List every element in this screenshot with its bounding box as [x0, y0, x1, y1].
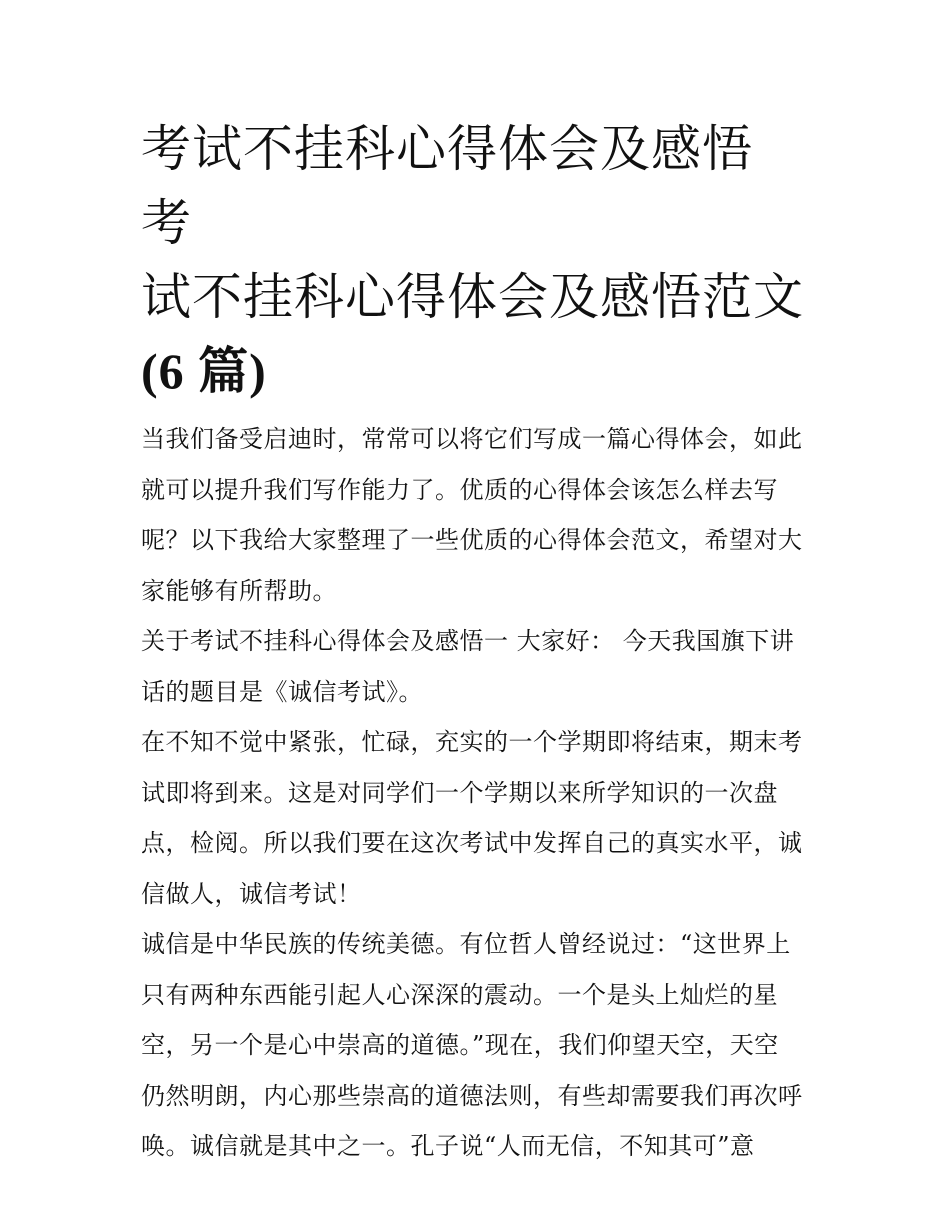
intro-paragraph: 当我们备受启迪时，常常可以将它们写成一篇心得体会，如此 就可以提升我们写作能力了。优质的心得体会该怎么样去写 呢？以下我给大家整理了一些优质的心得体会范文，希望对大 家能够有所帮助。 [141, 425, 803, 605]
body-paragraph-2: 诚信是中华民族的传统美德。有位哲人曾经说过：“这世界上 只有两种东西能引起人心深深的震动。一个是头上灿烂的星 空，另一个是心中崇高的道德。”现在，我们仰望天空，天空 仍然明朗，内心那些崇高的道德法则，有些却需要我们再次呼 唤。诚信就是其中之一。孔子说“人而无信，不知其可”意 [141, 930, 803, 1160]
document-page [141, 112, 813, 1172]
title-line-1: 考试不挂科心得体会及感悟 考 [141, 120, 753, 252]
title-line-3: (6 篇) [141, 343, 267, 399]
title-line-2: 试不挂科心得体会及感悟范文 [141, 268, 804, 326]
document-title [141, 112, 813, 408]
section-heading-paragraph: 关于考试不挂科心得体会及感悟一 大家好： 今天我国旗下讲 话的题目是《诚信考试》。 [141, 627, 795, 706]
body-paragraph-1: 在不知不觉中紧张，忙碌，充实的一个学期即将结束，期末考 试即将到来。这是对同学们一个学期以来所学知识的一次盘 点，检阅。所以我们要在这次考试中发挥自己的真实水平，诚 信做人，诚信考试！ [141, 728, 803, 908]
